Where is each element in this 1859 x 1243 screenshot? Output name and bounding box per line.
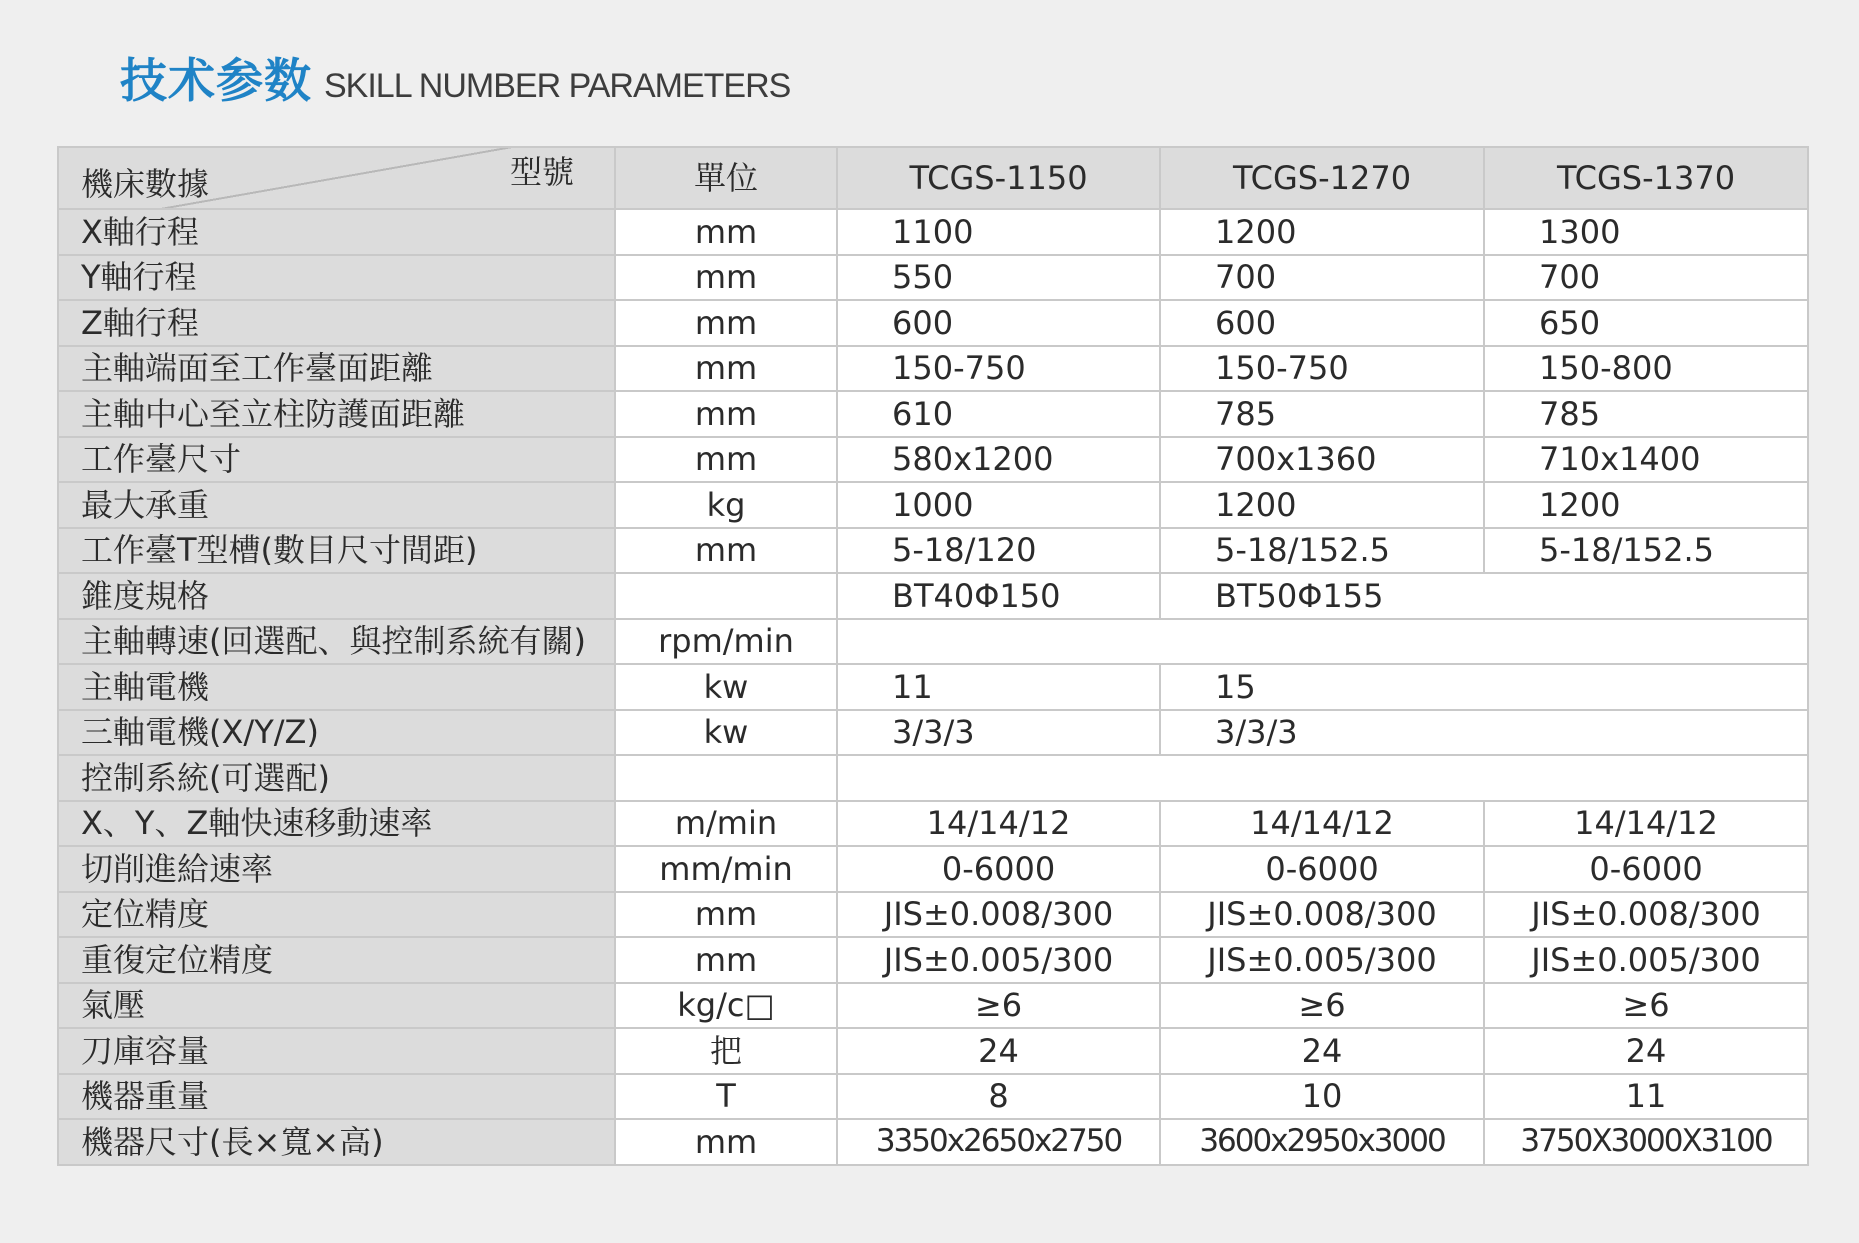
- row-label: Z軸行程: [58, 300, 615, 346]
- spec-table: [57, 146, 1809, 1166]
- row-value: 3750X3000X3100: [1484, 1119, 1808, 1165]
- row-value: 1100: [837, 209, 1160, 255]
- row-label: 定位精度: [58, 892, 615, 938]
- table-row: [58, 801, 1808, 847]
- header-label-model: 型號: [509, 153, 574, 191]
- row-unit: kw: [615, 710, 837, 756]
- row-value: 710x1400: [1484, 437, 1808, 483]
- row-value: 785: [1484, 391, 1808, 437]
- table-row: [58, 1119, 1808, 1165]
- row-value: 8: [837, 1074, 1160, 1120]
- row-value: ≥6: [837, 983, 1160, 1029]
- row-unit: mm: [615, 300, 837, 346]
- row-unit: mm: [615, 937, 837, 983]
- table-row: [58, 573, 1808, 619]
- row-value: 11: [837, 664, 1160, 710]
- row-value: 150-750: [837, 346, 1160, 392]
- row-unit: rpm/min: [615, 619, 837, 665]
- row-unit: kw: [615, 664, 837, 710]
- table-row: [58, 937, 1808, 983]
- table-row: [58, 346, 1808, 392]
- row-value: 0-6000: [837, 846, 1160, 892]
- row-value: 24: [1160, 1028, 1484, 1074]
- row-value: 3350x2650x2750: [837, 1119, 1160, 1165]
- row-value: 1000: [837, 482, 1160, 528]
- row-value: 11: [1484, 1074, 1808, 1120]
- row-label: X、Y、Z軸快速移動速率: [58, 801, 615, 847]
- row-label: 重復定位精度: [58, 937, 615, 983]
- row-value: 550: [837, 255, 1160, 301]
- table-row: [58, 710, 1808, 756]
- table-row: [58, 1028, 1808, 1074]
- row-value: 5-18/120: [837, 528, 1160, 574]
- row-value: 3/3/3: [1160, 710, 1808, 756]
- row-unit: mm: [615, 437, 837, 483]
- table-row: [58, 1074, 1808, 1120]
- row-label: 三軸電機(X/Y/Z): [58, 710, 615, 756]
- row-label: 機器重量: [58, 1074, 615, 1120]
- row-label: Y軸行程: [58, 255, 615, 301]
- row-unit: T: [615, 1074, 837, 1120]
- row-label: X軸行程: [58, 209, 615, 255]
- row-label: 氣壓: [58, 983, 615, 1029]
- row-value: 1200: [1160, 482, 1484, 528]
- row-value: 14/14/12: [837, 801, 1160, 847]
- header-diagonal-cell: [58, 147, 615, 209]
- row-value: 5-18/152.5: [1484, 528, 1808, 574]
- title-english: SKILL NUMBER PARAMETERS: [324, 67, 791, 105]
- row-value: 0-6000: [1160, 846, 1484, 892]
- row-unit: mm/min: [615, 846, 837, 892]
- page-title: [120, 44, 790, 111]
- row-value: 150-800: [1484, 346, 1808, 392]
- row-unit: mm: [615, 346, 837, 392]
- row-value: JIS±0.005/300: [1484, 937, 1808, 983]
- table-row: [58, 528, 1808, 574]
- table-row: [58, 209, 1808, 255]
- header-label-machine-data: 機床數據: [81, 165, 210, 203]
- row-value: ≥6: [1160, 983, 1484, 1029]
- table-row: [58, 892, 1808, 938]
- row-label: 控制系統(可選配): [58, 755, 615, 801]
- row-label: 錐度規格: [58, 573, 615, 619]
- row-label: 主軸端面至工作臺面距離: [58, 346, 615, 392]
- row-unit: mm: [615, 391, 837, 437]
- row-unit: 把: [615, 1028, 837, 1074]
- row-value: 15: [1160, 664, 1808, 710]
- row-unit: mm: [615, 892, 837, 938]
- table-row: [58, 619, 1808, 665]
- row-value: ≥6: [1484, 983, 1808, 1029]
- row-value: 24: [837, 1028, 1160, 1074]
- row-value: 14/14/12: [1484, 801, 1808, 847]
- row-value: 5-18/152.5: [1160, 528, 1484, 574]
- row-value: BT40Φ150: [837, 573, 1160, 619]
- row-value: 700: [1160, 255, 1484, 301]
- row-unit: mm: [615, 528, 837, 574]
- table-row: [58, 437, 1808, 483]
- table-header-row: [58, 147, 1808, 209]
- row-unit: [615, 755, 837, 801]
- row-unit: m/min: [615, 801, 837, 847]
- row-value: 3/3/3: [837, 710, 1160, 756]
- row-value: 24: [1484, 1028, 1808, 1074]
- row-value: 0-6000: [1484, 846, 1808, 892]
- row-value: 1200: [1484, 482, 1808, 528]
- row-value: [837, 619, 1808, 665]
- row-label: 主軸中心至立柱防護面距離: [58, 391, 615, 437]
- row-value: 700: [1484, 255, 1808, 301]
- row-label: 最大承重: [58, 482, 615, 528]
- row-value: 3600x2950x3000: [1160, 1119, 1484, 1165]
- row-unit: kg: [615, 482, 837, 528]
- row-value: 1300: [1484, 209, 1808, 255]
- row-value: JIS±0.008/300: [1160, 892, 1484, 938]
- row-label: 工作臺T型槽(數目尺寸間距): [58, 528, 615, 574]
- row-value: JIS±0.005/300: [1160, 937, 1484, 983]
- row-label: 工作臺尺寸: [58, 437, 615, 483]
- row-value: JIS±0.008/300: [837, 892, 1160, 938]
- row-value: 600: [1160, 300, 1484, 346]
- row-unit: kg/c□: [615, 983, 837, 1029]
- row-value: 785: [1160, 391, 1484, 437]
- row-unit: mm: [615, 255, 837, 301]
- row-label: 機器尺寸(長×寬×高): [58, 1119, 615, 1165]
- row-label: 切削進給速率: [58, 846, 615, 892]
- table-row: [58, 482, 1808, 528]
- row-value: BT50Φ155: [1160, 573, 1808, 619]
- table-row: [58, 755, 1808, 801]
- header-model-2: TCGS-1270: [1160, 147, 1484, 209]
- row-value: JIS±0.008/300: [1484, 892, 1808, 938]
- row-unit: mm: [615, 1119, 837, 1165]
- row-value: 10: [1160, 1074, 1484, 1120]
- row-label: 主軸電機: [58, 664, 615, 710]
- row-value: 600: [837, 300, 1160, 346]
- row-value: 610: [837, 391, 1160, 437]
- row-label: 主軸轉速(回選配、與控制系統有關): [58, 619, 615, 665]
- table-row: [58, 391, 1808, 437]
- header-model-1: TCGS-1150: [837, 147, 1160, 209]
- row-unit: [615, 573, 837, 619]
- table-row: [58, 664, 1808, 710]
- row-value: 700x1360: [1160, 437, 1484, 483]
- row-value: JIS±0.005/300: [837, 937, 1160, 983]
- row-label: 刀庫容量: [58, 1028, 615, 1074]
- table-row: [58, 983, 1808, 1029]
- row-unit: mm: [615, 209, 837, 255]
- table-row: [58, 300, 1808, 346]
- row-value: 1200: [1160, 209, 1484, 255]
- title-chinese: 技术参数: [120, 54, 312, 109]
- header-unit: 單位: [615, 147, 837, 209]
- row-value: 150-750: [1160, 346, 1484, 392]
- row-value: [837, 755, 1808, 801]
- table-row: [58, 255, 1808, 301]
- header-model-3: TCGS-1370: [1484, 147, 1808, 209]
- table-row: [58, 846, 1808, 892]
- row-value: 650: [1484, 300, 1808, 346]
- row-value: 580x1200: [837, 437, 1160, 483]
- row-value: 14/14/12: [1160, 801, 1484, 847]
